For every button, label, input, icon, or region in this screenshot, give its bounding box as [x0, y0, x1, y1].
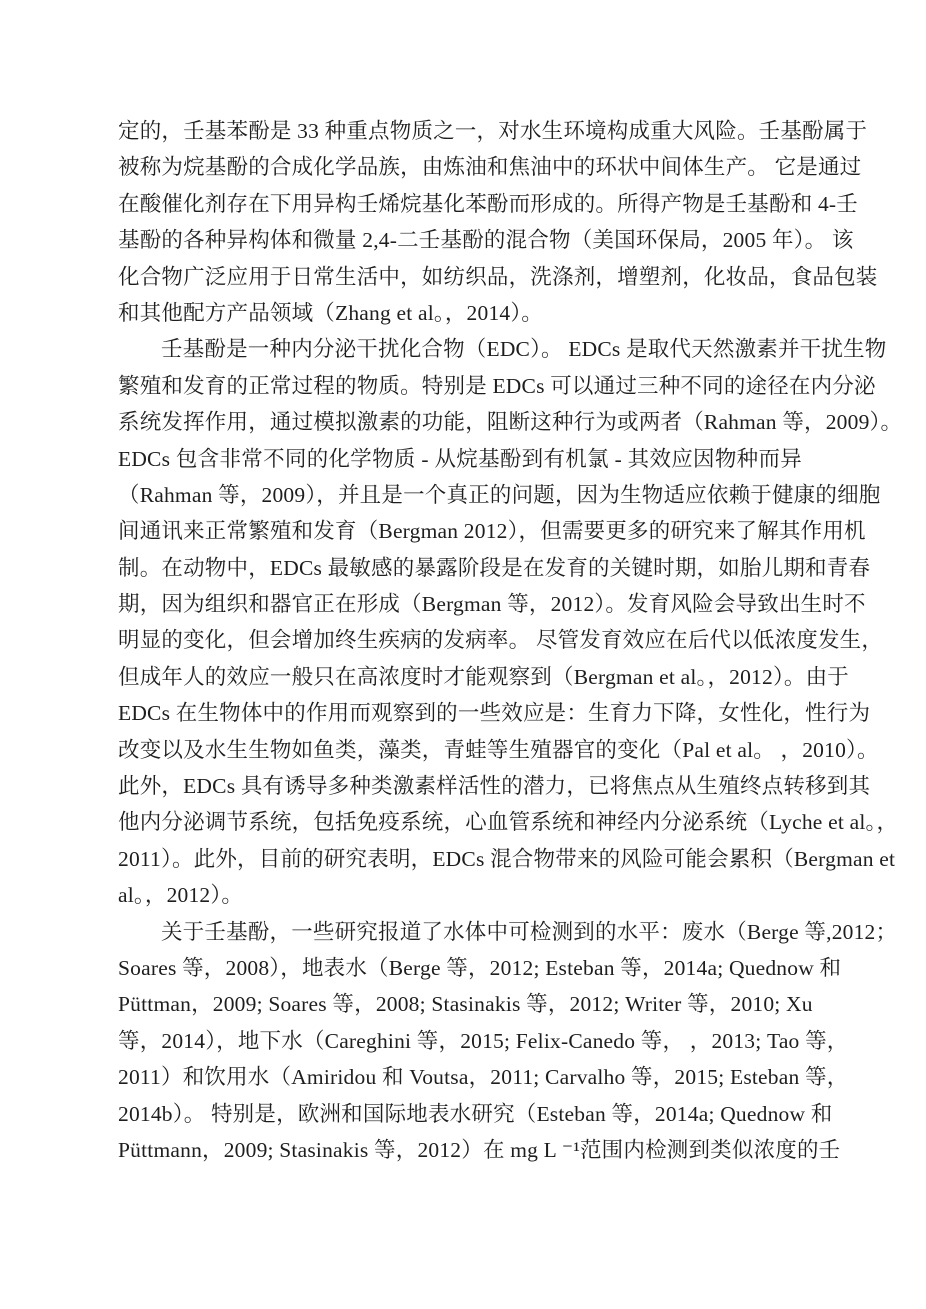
text-body [118, 113, 903, 1168]
text-line: EDCs 包含非常不同的化学物质 - 从烷基酚到有机氯 - 其效应因物种而异 [118, 446, 802, 471]
text-line: 和其他配方产品领域（Zhang et al。，2014）。 [118, 300, 544, 325]
text-line: 2011）。此外，目前的研究表明，EDCs 混合物带来的风险可能会累积（Bergman et [118, 846, 896, 871]
text-line: 但成年人的效应一般只在高浓度时才能观察到（Bergman et al。，2012）。由于 [118, 664, 850, 689]
text-line: 壬基酚是一种内分泌干扰化合物（EDC）。 EDCs 是取代天然激素并干扰生物 [161, 337, 887, 362]
text-line: 被称为烷基酚的合成化学品族，由炼油和焦油中的环状中间体生产。 它是通过 [118, 155, 862, 180]
text-line: Soares 等，2008），地表水（Berge 等，2012; Esteban 等，2014a; Quednow 和 [118, 955, 842, 980]
text-line: EDCs 在生物体中的作用而观察到的一些效应是：生育力下降，女性化，性行为 [118, 701, 871, 726]
text-line: 繁殖和发育的正常过程的物质。特别是 EDCs 可以通过三种不同的途径在内分泌 [118, 373, 876, 398]
paragraph-3 [118, 914, 898, 1169]
paragraph-2 [118, 331, 903, 913]
text-line: 明显的变化，但会增加终生疾病的发病率。 尽管发育效应在后代以低浓度发生， [118, 628, 884, 653]
text-line: （Rahman 等，2009），并且是一个真正的问题，因为生物适应依赖于健康的细胞 [118, 482, 881, 507]
text-line: al。，2012）。 [118, 883, 244, 908]
text-line: 改变以及水生生物如鱼类，藻类，青蛙等生殖器官的变化（Pal et al。 ，2010）。 [118, 737, 879, 762]
text-line: 化合物广泛应用于日常生活中，如纺织品，洗涤剂，增塑剂，化妆品，食品包装 [118, 264, 878, 289]
text-line: 此外，EDCs 具有诱导多种类激素样活性的潜力，已将焦点从生殖终点转移到其 [118, 774, 871, 799]
text-line: 他内分泌调节系统，包括免疫系统，心血管系统和神经内分泌系统（Lyche et al。， [118, 810, 899, 835]
text-line: 定的，壬基苯酚是 33 种重点物质之一，对水生环境构成重大风险。壬基酚属于 [118, 119, 868, 143]
text-line: 关于壬基酚，一些研究报道了水体中可检测到的水平：废水（Berge 等,2012； [161, 919, 898, 944]
text-line: 基酚的各种异构体和微量 2,4-二壬基酚的混合物（美国环保局，2005 年）。 该 [118, 228, 854, 253]
text-line: 2014b）。 特别是，欧洲和国际地表水研究（Esteban 等，2014a; Quednow 和 [118, 1101, 833, 1126]
text-line: 制。在动物中，EDCs 最敏感的暴露阶段是在发育的关键时期，如胎儿期和青春 [118, 555, 871, 580]
text-line: Püttmann，2009; Stasinakis 等，2012）在 mg L ⁻¹范围内检测到类似浓度的壬 [118, 1137, 841, 1162]
text-line: 2011）和饮用水（Amiridou 和 Voutsa，2011; Carvalho 等，2015; Esteban 等， [118, 1065, 849, 1090]
text-line: 期，因为组织和器官正在形成（Bergman 等，2012）。发育风险会导致出生时不 [118, 592, 866, 617]
text-line: 系统发挥作用，通过模拟激素的功能，阻断这种行为或两者（Rahman 等，2009）。 [118, 410, 903, 435]
text-line: Püttman，2009; Soares 等，2008; Stasinakis 等，2012; Writer 等，2010; Xu [118, 992, 813, 1017]
paragraph-1 [118, 113, 878, 331]
text-line: 在酸催化剂存在下用异构壬烯烷基化苯酚而形成的。所得产物是壬基酚和 4-壬 [118, 191, 858, 216]
text-line: 等，2014），地下水（Careghini 等，2015; Felix-Canedo 等， ，2013; Tao 等， [118, 1028, 849, 1053]
text-line: 间通讯来正常繁殖和发育（Bergman 2012），但需要更多的研究来了解其作用机 [118, 519, 866, 544]
